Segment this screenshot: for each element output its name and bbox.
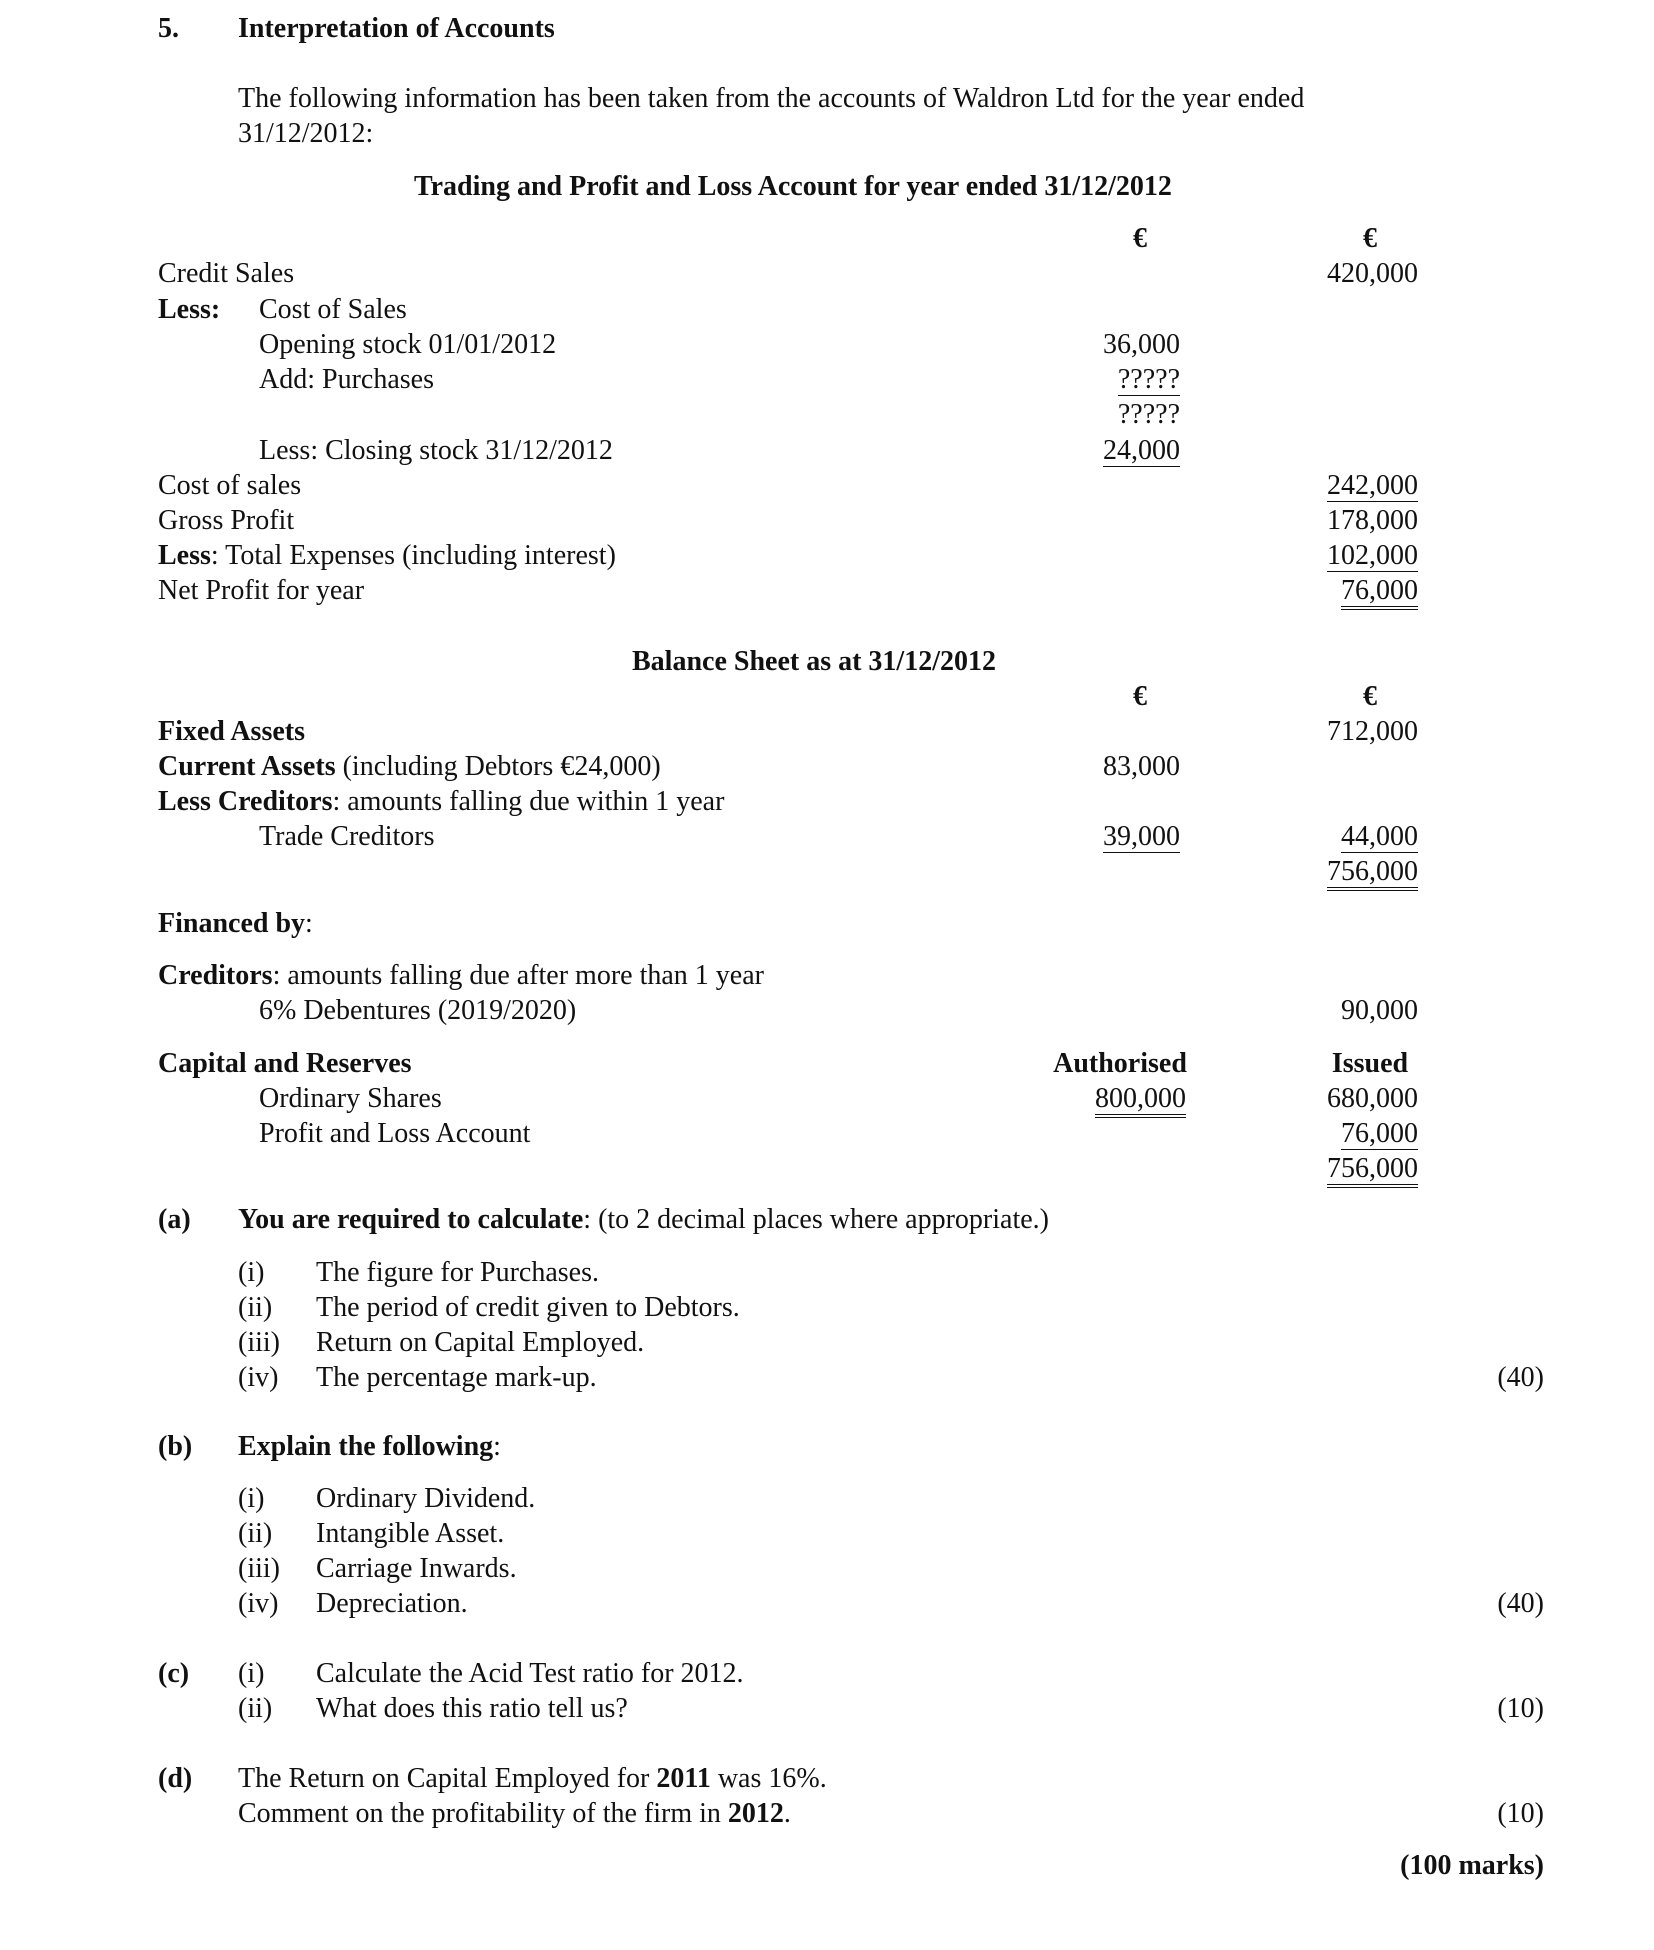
part-a-heading-bold: You are required to calculate bbox=[238, 1204, 584, 1235]
current-assets-label bbox=[158, 753, 661, 781]
capital-reserves-label: Capital and Reserves bbox=[158, 1048, 412, 1079]
currency-col2-balance: € bbox=[1363, 681, 1377, 712]
fixed-assets-value: 712,000 bbox=[1327, 716, 1418, 747]
total-marks: (100 marks) bbox=[1400, 1850, 1544, 1881]
part-b-marks: (40) bbox=[1497, 1588, 1544, 1619]
credit-sales-value: 420,000 bbox=[1327, 258, 1418, 289]
long-creditors-label bbox=[158, 962, 764, 990]
part-c-marks: (10) bbox=[1497, 1693, 1544, 1724]
trade-creditors-value: 39,000 bbox=[1103, 821, 1180, 852]
long-creditors-text: : amounts falling due after more than 1 year bbox=[272, 960, 764, 991]
trade-creditors-label: Trade Creditors bbox=[259, 821, 435, 852]
part-b-item-num: (ii) bbox=[238, 1518, 273, 1549]
part-b-letter: (b) bbox=[158, 1431, 193, 1462]
part-d-line1-year: 2011 bbox=[656, 1763, 711, 1794]
ordinary-shares-issued: 680,000 bbox=[1327, 1083, 1418, 1114]
total-expenses-text: : Total Expenses (including interest) bbox=[210, 540, 616, 571]
part-c-item-num: (ii) bbox=[238, 1693, 273, 1724]
currency-col2-trading: € bbox=[1363, 223, 1377, 254]
net-profit-value: 76,000 bbox=[1341, 577, 1418, 610]
debentures-value: 90,000 bbox=[1341, 995, 1418, 1026]
part-c-item-num: (i) bbox=[238, 1658, 265, 1689]
balance-sheet-heading: Balance Sheet as at 31/12/2012 bbox=[632, 646, 996, 677]
part-a-letter: (a) bbox=[158, 1204, 191, 1235]
current-assets-value: 83,000 bbox=[1103, 751, 1180, 782]
part-b-heading-text: : bbox=[493, 1431, 501, 1462]
ordinary-shares-label: Ordinary Shares bbox=[259, 1083, 442, 1114]
question-title: Interpretation of Accounts bbox=[238, 13, 555, 44]
part-a-marks: (40) bbox=[1497, 1362, 1544, 1393]
net-current-assets-value: 44,000 bbox=[1341, 821, 1418, 852]
closing-stock-value: 24,000 bbox=[1103, 435, 1180, 466]
part-b-item-text: Ordinary Dividend. bbox=[316, 1483, 536, 1514]
ordinary-shares-authorised: 800,000 bbox=[1095, 1085, 1186, 1118]
part-d-line2-year: 2012 bbox=[727, 1798, 784, 1829]
purchases-label: Add: Purchases bbox=[259, 364, 434, 395]
financed-by-bold: Financed by bbox=[158, 908, 306, 939]
financed-by-colon: : bbox=[305, 908, 313, 939]
part-d-line-1 bbox=[238, 1765, 827, 1793]
purchases-value: ????? bbox=[1117, 364, 1180, 395]
part-b-item-text: Depreciation. bbox=[316, 1588, 468, 1619]
cost-of-sales-heading: Cost of Sales bbox=[259, 294, 407, 325]
current-assets-text: (including Debtors €24,000) bbox=[335, 751, 661, 782]
part-b-item-text: Carriage Inwards. bbox=[316, 1553, 517, 1584]
part-b-item-num: (iii) bbox=[238, 1553, 280, 1584]
currency-col1-trading: € bbox=[1133, 223, 1147, 254]
opening-stock-label: Opening stock 01/01/2012 bbox=[259, 329, 557, 360]
part-b-heading-bold: Explain the following bbox=[238, 1431, 494, 1462]
opening-stock-value: 36,000 bbox=[1103, 329, 1180, 360]
net-profit-label: Net Profit for year bbox=[158, 575, 365, 606]
currency-col1-balance: € bbox=[1133, 681, 1147, 712]
debentures-label: 6% Debentures (2019/2020) bbox=[259, 995, 577, 1026]
total-expenses-value: 102,000 bbox=[1327, 540, 1418, 571]
part-a-item-text: Return on Capital Employed. bbox=[316, 1327, 645, 1358]
profit-loss-value: 76,000 bbox=[1341, 1118, 1418, 1149]
profit-loss-label: Profit and Loss Account bbox=[259, 1118, 531, 1149]
issued-heading: Issued bbox=[1331, 1048, 1409, 1079]
part-d-line2-post: . bbox=[783, 1798, 791, 1829]
less-creditors-label bbox=[158, 788, 724, 816]
part-a-item-num: (ii) bbox=[238, 1292, 273, 1323]
less-creditors-text: : amounts falling due within 1 year bbox=[332, 786, 725, 817]
part-a-heading-text: : (to 2 decimal places where appropriate.) bbox=[583, 1204, 1049, 1235]
part-d-letter: (d) bbox=[158, 1763, 193, 1794]
current-assets-bold: Current Assets bbox=[158, 751, 336, 782]
part-a-item-num: (i) bbox=[238, 1257, 265, 1288]
closing-stock-label: Less: Closing stock 31/12/2012 bbox=[259, 435, 613, 466]
part-b-item-num: (iv) bbox=[238, 1588, 279, 1619]
long-creditors-bold: Creditors bbox=[158, 960, 273, 991]
part-a-item-text: The figure for Purchases. bbox=[316, 1257, 600, 1288]
part-a-item-num: (iv) bbox=[238, 1362, 279, 1393]
part-b-item-text: Intangible Asset. bbox=[316, 1518, 505, 1549]
less-label: Less: bbox=[158, 294, 221, 325]
part-d-line-2 bbox=[238, 1800, 791, 1828]
authorised-heading: Authorised bbox=[1053, 1048, 1187, 1079]
part-a-heading bbox=[238, 1206, 1049, 1234]
cost-of-sales-value: 242,000 bbox=[1327, 470, 1418, 501]
part-b-heading bbox=[238, 1433, 501, 1461]
total-expenses-less: Less bbox=[158, 540, 211, 571]
fixed-assets-label: Fixed Assets bbox=[158, 716, 305, 747]
intro-line-1: The following information has been taken from the accounts of Waldron Ltd for the year ended bbox=[238, 83, 1305, 114]
balance-sheet-total: 756,000 bbox=[1327, 858, 1418, 891]
financed-by-label bbox=[158, 910, 313, 938]
part-c-letter: (c) bbox=[158, 1658, 190, 1689]
part-a-item-num: (iii) bbox=[238, 1327, 280, 1358]
subtotal-value: ????? bbox=[1117, 399, 1180, 430]
part-a-item-text: The percentage mark-up. bbox=[316, 1362, 597, 1393]
credit-sales-label: Credit Sales bbox=[158, 258, 295, 289]
gross-profit-label: Gross Profit bbox=[158, 505, 295, 536]
less-creditors-bold: Less Creditors bbox=[158, 786, 333, 817]
capital-total: 756,000 bbox=[1327, 1155, 1418, 1188]
part-b-item-num: (i) bbox=[238, 1483, 265, 1514]
cost-of-sales-label: Cost of sales bbox=[158, 470, 302, 501]
part-a-item-text: The period of credit given to Debtors. bbox=[316, 1292, 740, 1323]
part-c-item-text: What does this ratio tell us? bbox=[316, 1693, 628, 1724]
gross-profit-value: 178,000 bbox=[1327, 505, 1418, 536]
part-c-item-text: Calculate the Acid Test ratio for 2012. bbox=[316, 1658, 744, 1689]
question-number: 5. bbox=[158, 13, 179, 44]
intro-line-2: 31/12/2012: bbox=[238, 118, 374, 149]
total-expenses-label bbox=[158, 542, 616, 570]
part-d-line2-pre: Comment on the profitability of the firm in bbox=[238, 1798, 728, 1829]
part-d-line1-post: was 16%. bbox=[710, 1763, 827, 1794]
part-d-line1-pre: The Return on Capital Employed for bbox=[238, 1763, 657, 1794]
part-d-marks: (10) bbox=[1497, 1798, 1544, 1829]
trading-account-heading: Trading and Profit and Loss Account for year ended 31/12/2012 bbox=[414, 171, 1172, 202]
